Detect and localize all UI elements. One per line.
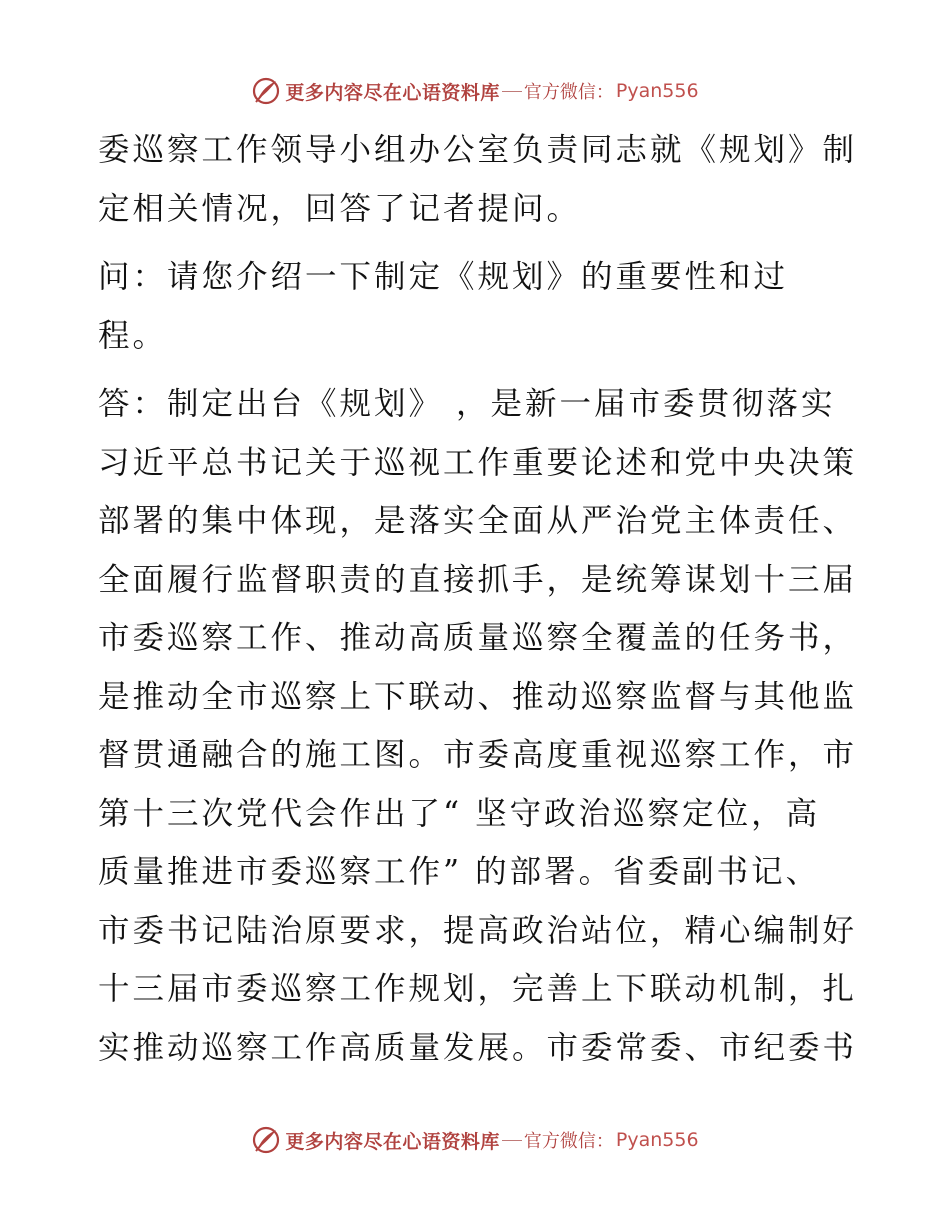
text-line: 部署的集中体现，是落实全面从严治党主体责任、 [98, 503, 858, 539]
banner-official-label: 官方微信： [523, 1131, 614, 1152]
quill-logo-icon [251, 1125, 281, 1155]
text-line: 实推动巡察工作高质量发展。市委常委、市纪委书 [98, 1029, 858, 1066]
banner-main-text: 更多内容尽在心语资料库 [285, 1130, 500, 1153]
text-line: 第十三次党代会作出了“ 坚守政治巡察定位，高 [98, 795, 821, 832]
banner-official-label: 官方微信： [523, 82, 614, 103]
text-line: 定相关情况，回答了记者提问。 [98, 190, 582, 227]
text-line: 习近平总书记关于巡视工作重要论述和党中央决策 [98, 444, 858, 481]
document-body [98, 121, 858, 1077]
paragraph-intro [98, 121, 858, 238]
banner-divider [502, 91, 522, 92]
text-line: 委巡察工作领导小组办公室负责同志就《规划》制 [98, 132, 858, 168]
text-line: 答：制定出台《规划》 ，是新一届市委贯彻落实 [98, 386, 836, 422]
banner-main-text: 更多内容尽在心语资料库 [285, 81, 500, 104]
text-line: 全面履行监督职责的直接抓手，是统筹谋划十三届 [98, 561, 858, 598]
text-line: 市委巡察工作、推动高质量巡察全覆盖的任务书， [98, 620, 858, 656]
header-watermark-banner [0, 74, 950, 108]
text-line: 质量推进市委巡察工作” 的部署。省委副书记、 [98, 854, 821, 890]
banner-wechat-id: Pyan556 [615, 80, 699, 102]
text-line: 督贯通融合的施工图。市委高度重视巡察工作，市 [98, 737, 858, 773]
quill-logo-icon [251, 76, 281, 106]
paragraph-answer [98, 375, 858, 1077]
banner-wechat-id: Pyan556 [615, 1129, 699, 1151]
text-line: 问：请您介绍一下制定《规划》的重要性和过 [98, 259, 789, 295]
text-line: 是推动全市巡察上下联动、推动巡察监督与其他监 [98, 678, 858, 715]
banner-divider [502, 1140, 522, 1141]
text-line: 程。 [98, 317, 168, 354]
footer-watermark-banner [0, 1123, 950, 1157]
text-line: 市委书记陆治原要求，提高政治站位，精心编制好 [98, 912, 858, 949]
text-line: 十三届市委巡察工作规划，完善上下联动机制，扎 [98, 971, 858, 1007]
paragraph-question [98, 248, 850, 365]
